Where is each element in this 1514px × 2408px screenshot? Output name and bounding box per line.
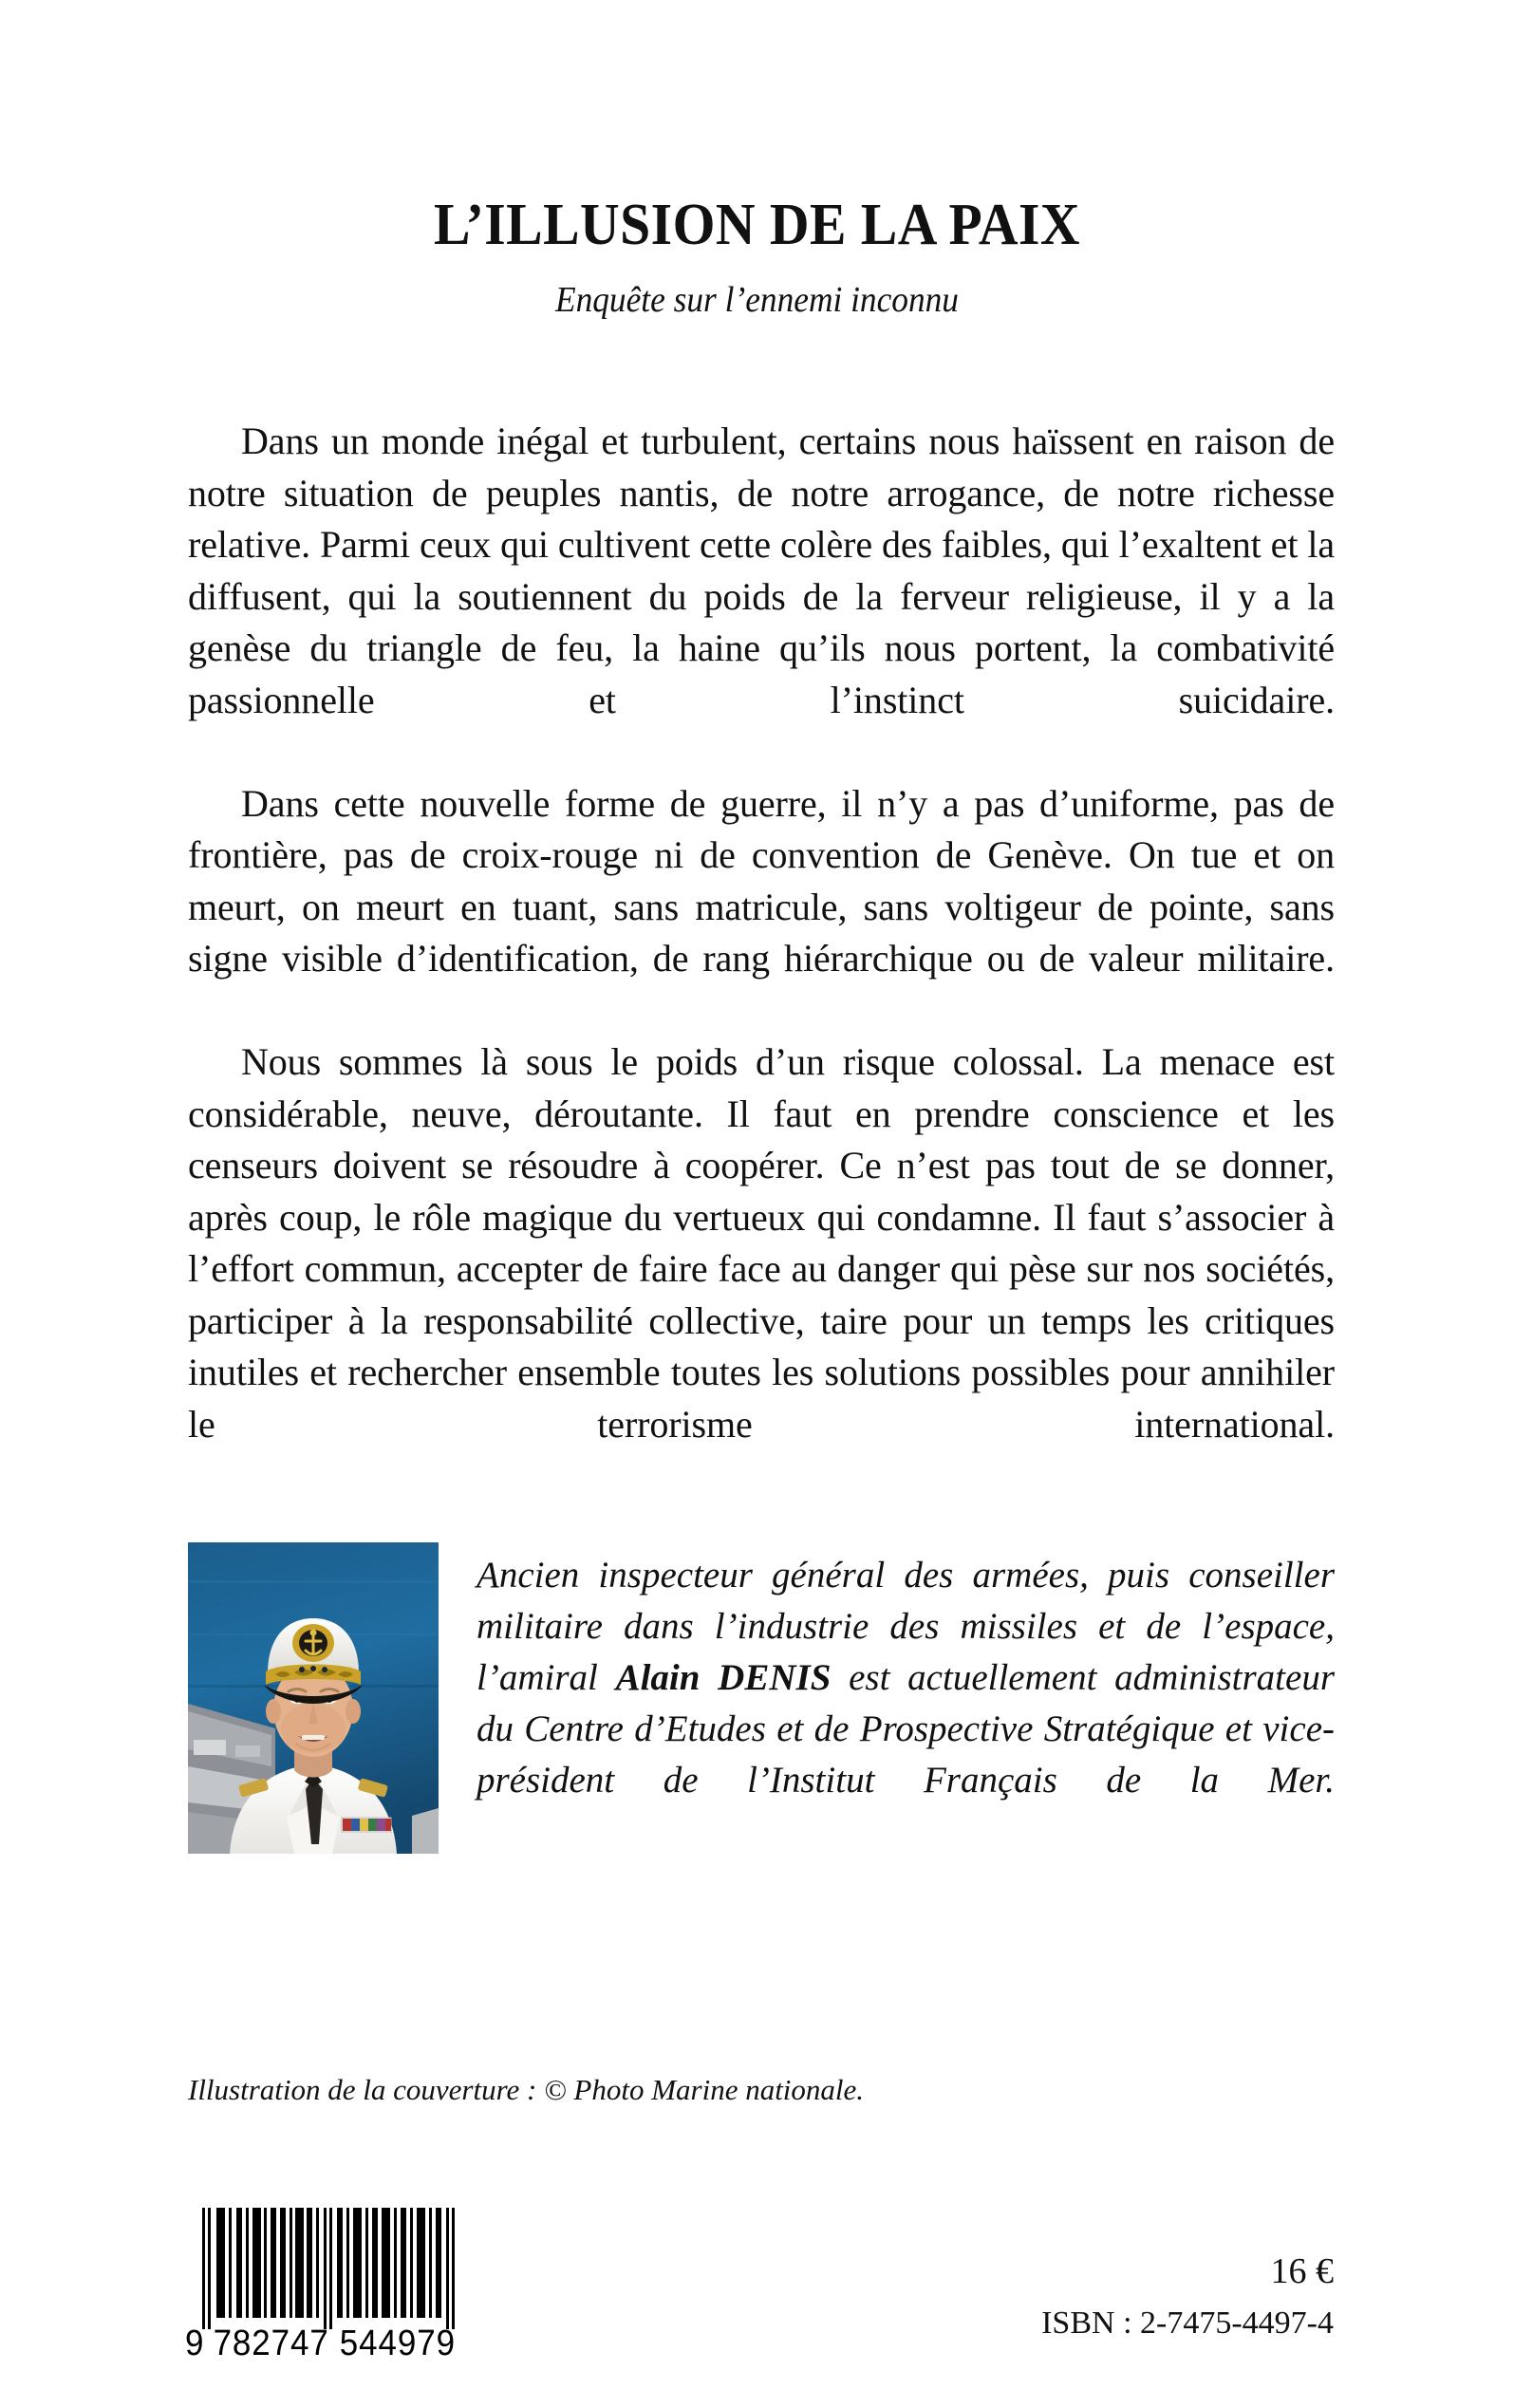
blurb-paragraph: Dans un monde inégal et turbulent, certains nous haïssent en raison de notre situation de peuples nantis, de notre arrogance, de notre richesse relative. Parmi ceux qui cultivent cette colère des faibles, qui l’exaltent et la diffusent, qui la soutiennent du poids de la ferveur religieuse, il y a la genèse du triangle de feu, la haine qu’ils nous portent, la combativité passionnelle et l’instinct suicidaire. <box>188 420 1335 721</box>
price: 16 € <box>1270 2251 1334 2291</box>
title-block <box>0 195 1514 321</box>
author-bio-part1: Ancien inspecteur général des armées, puis conseiller militaire dans l’industrie des missiles et de l’espace, l’amiral <box>477 1555 1335 1698</box>
author-bio-row <box>188 1542 1335 1857</box>
isbn: ISBN : 2-7475-4497-4 <box>1041 2305 1334 2341</box>
author-name: Alain DENIS <box>615 1657 832 1698</box>
barcode-bars <box>185 2204 470 2329</box>
page-title: L’ILLUSION DE LA PAIX <box>433 193 1081 257</box>
author-bio-part2: est actuellement administrateur du Centre d’Etudes et de Prospective Stratégique et vice-président de l’Institut Français de la Mer. <box>477 1657 1335 1801</box>
blurb-text <box>188 416 1335 1503</box>
barcode-group-left: 782747 <box>213 2324 329 2363</box>
barcode-digits <box>185 2324 456 2364</box>
barcode-lead-digit: 9 <box>185 2324 205 2363</box>
illustration-credit: Illustration de la couverture : © Photo Marine nationale. <box>188 2073 865 2106</box>
book-subtitle: Enquête sur l’ennemi inconnu <box>555 280 959 321</box>
price-isbn-block <box>1041 2249 1334 2344</box>
barcode <box>185 2204 470 2364</box>
blurb-paragraph: Nous sommes là sous le poids d’un risque colossal. La menace est considérable, neuve, déroutante. Il faut en prendre conscience et les censeurs doivent se résoudre à coopérer. Ce n’est pas tout de se donner, après coup, le rôle magique du vertueux qui condamne. Il faut s’associer à l’effort commun, accepter de faire face au danger qui pèse sur nos sociétés, participer à la responsabilité collective, taire pour un temps les critiques inutiles et rechercher ensemble toutes les solutions possibles pour annihiler le terrorisme international. <box>188 1040 1335 1446</box>
blurb-paragraph: Dans cette nouvelle forme de guerre, il n’y a pas d’uniforme, pas de frontière, pas de croix-rouge ni de convention de Genève. On tue et on meurt, on meurt en tuant, sans matricule, sans voltigeur de pointe, sans signe visible d’identification, de rang hiérarchique ou de valeur militaire. <box>188 781 1335 980</box>
author-bio-text <box>477 1542 1335 1857</box>
author-photo <box>188 1542 439 1854</box>
barcode-group-right: 544979 <box>339 2324 456 2363</box>
